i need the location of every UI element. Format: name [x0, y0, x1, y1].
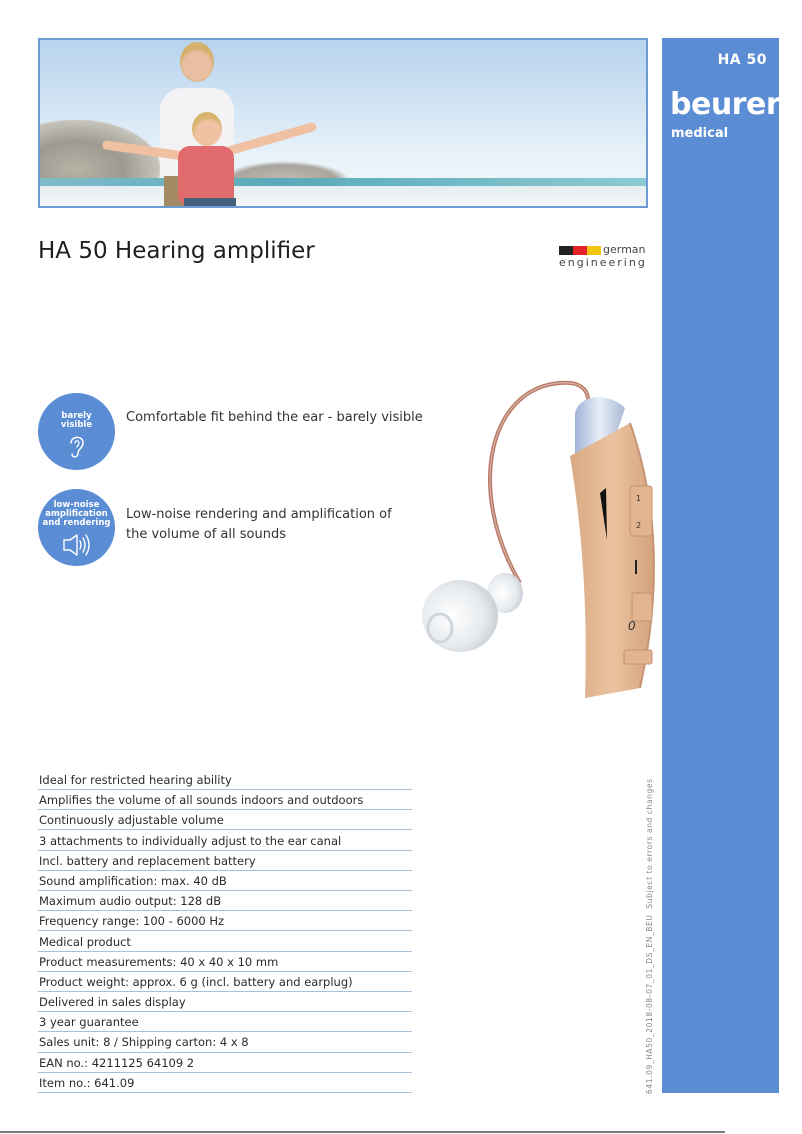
- german-engineering-badge: [559, 243, 649, 273]
- dial-mark-2: 2: [636, 521, 642, 530]
- feature-description: Comfortable fit behind the ear - barely visible: [126, 410, 423, 425]
- german-flag-icon: [559, 246, 601, 255]
- ear-icon: [67, 433, 87, 461]
- page-title: HA 50 Hearing amplifier: [38, 238, 315, 264]
- product-image: [410, 368, 670, 698]
- feature-description: the volume of all sounds: [126, 527, 286, 542]
- badge-line-2: engineering: [559, 256, 647, 269]
- feature-badge-label: amplification: [45, 509, 108, 519]
- spec-row: EAN no.: 4211125 64109 2: [38, 1054, 412, 1073]
- spec-row: Product measurements: 40 x 40 x 10 mm: [38, 953, 412, 972]
- feature-badge-label: visible: [60, 420, 93, 430]
- disclaimer: Subject to errors and changes: [645, 778, 654, 909]
- spec-row: 3 attachments to individually adjust to the ear canal: [38, 832, 412, 851]
- feature-description: Low-noise rendering and amplification of: [126, 507, 392, 522]
- document-code-note: [645, 778, 654, 1094]
- spec-row: Ideal for restricted hearing ability: [38, 771, 412, 790]
- spec-row: Delivered in sales display: [38, 993, 412, 1012]
- specifications-list: [38, 771, 412, 1094]
- document-code: 641.09_HA50_2018-08-07_01_DS_EN_BEU: [645, 914, 654, 1094]
- spec-row: Amplifies the volume of all sounds indoors and outdoors: [38, 791, 412, 810]
- feature-badge-label: and rendering: [42, 518, 111, 528]
- spec-row: 3 year guarantee: [38, 1013, 412, 1032]
- feature-badge-label: low-noise: [53, 500, 100, 510]
- spec-row: Item no.: 641.09: [38, 1074, 412, 1093]
- badge-line-1: german: [603, 243, 646, 256]
- feature-badge-label: barely: [61, 411, 92, 421]
- spec-row: Maximum audio output: 128 dB: [38, 892, 412, 911]
- spec-row: Continuously adjustable volume: [38, 811, 412, 830]
- speaker-icon: [61, 532, 93, 558]
- spec-row: Medical product: [38, 933, 412, 952]
- hero-child: [100, 112, 320, 208]
- spec-row: Product weight: approx. 6 g (incl. battery and earplug): [38, 973, 412, 992]
- brand-sidebar: [662, 38, 779, 1093]
- spec-row: Sound amplification: max. 40 dB: [38, 872, 412, 891]
- spec-row: Frequency range: 100 - 6000 Hz: [38, 912, 412, 931]
- brand-logo-sub: medical: [671, 126, 729, 141]
- spec-row: Sales unit: 8 / Shipping carton: 4 x 8: [38, 1033, 412, 1052]
- page-bottom-rule: [0, 1131, 725, 1133]
- hero-photo: [38, 38, 648, 208]
- brand-logo: beurer: [670, 87, 781, 122]
- feature-badge: [38, 393, 115, 470]
- dial-mark-0: 0: [628, 619, 636, 633]
- feature-badge: [38, 489, 115, 566]
- spec-row: Incl. battery and replacement battery: [38, 852, 412, 871]
- dial-mark-1: 1: [636, 494, 642, 503]
- model-label: HA 50: [717, 52, 767, 68]
